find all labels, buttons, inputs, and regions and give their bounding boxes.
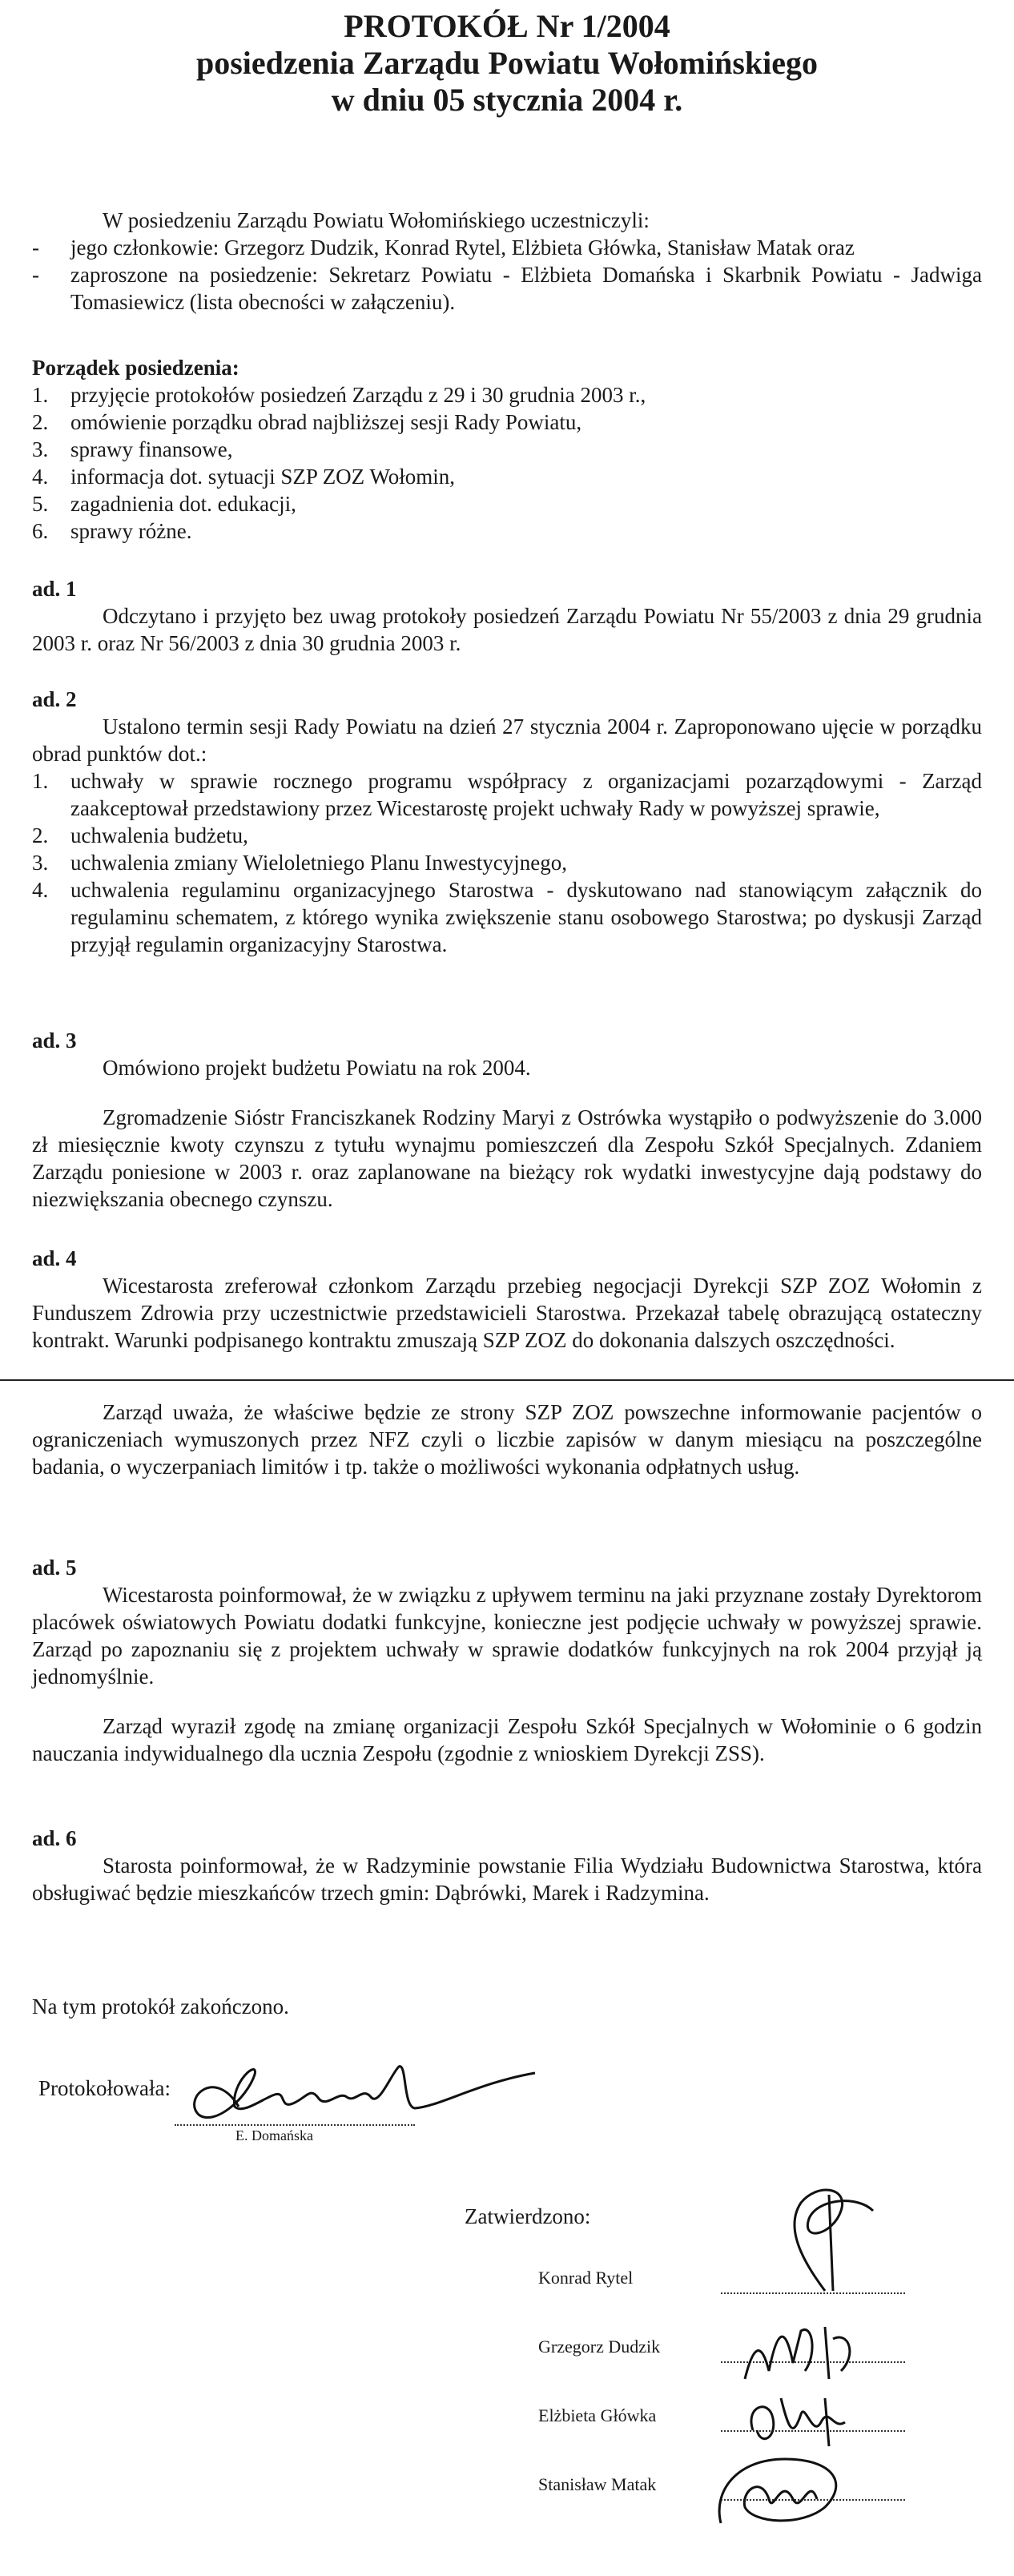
section-heading: ad. 2 (32, 687, 77, 711)
list-item-text: zagadnienia dot. edukacji, (70, 492, 296, 516)
section-heading: ad. 5 (32, 1556, 77, 1580)
recorder-signature-block (38, 2075, 535, 2179)
section-ad-4-continued (32, 1399, 982, 1480)
list-item-text: sprawy różne. (70, 519, 192, 543)
list-item (32, 409, 982, 436)
list-item (32, 517, 982, 545)
signer-name: Konrad Rytel (538, 2268, 634, 2288)
list-item-text: zaproszone na posiedzenie: Sekretarz Powiatu - Elżbieta Domańska i Skarbnik Powiatu - Jadwiga Tomasiewicz (lista obecności w załączeniu). (70, 263, 982, 314)
list-item (32, 876, 982, 958)
intro-section (32, 207, 982, 316)
title-line-2: posiedzenia Zarządu Powiatu Wołomińskiego (195, 45, 818, 81)
section-paragraph: Zarząd uważa, że właściwe będzie ze strony SZP ZOZ powszechne informowanie pacjentów o ograniczeniach wymuszonych przez NFZ czyli o liczbie zapisów w danym miesiącu na poszczególne badania, o wyczerpaniach limitów i tp. także o możliwości wykonania odpłatnych usług. (32, 1400, 982, 1479)
section-heading: ad. 4 (32, 1246, 77, 1270)
list-item-text: przyjęcie protokołów posiedzeń Zarządu z 29 i 30 grudnia 2003 r., (70, 383, 646, 407)
list-item-text: omówienie porządku obrad najbliższej sesji Rady Powiatu, (70, 410, 582, 434)
section-ad-3 (32, 1027, 982, 1213)
section-heading: ad. 3 (32, 1028, 77, 1053)
closing-text: Na tym protokół zakończono. (32, 1994, 289, 2019)
signer-name: Grzegorz Dudzik (538, 2337, 661, 2357)
recorder-label: Protokołowała: (38, 2076, 171, 2100)
section-heading: ad. 6 (32, 1826, 77, 1850)
list-item-text: uchwalenia budżetu, (70, 823, 248, 847)
list-item-text: uchwalenia regulaminu organizacyjnego Starostwa - dyskutowano nad stanowiącym załącznik do regulaminu schematem, z którego wynika zwiększenie stanu osobowego Starostwa; po dyskusji Zarząd przyjął regulamin organizacyjny Starostwa. (70, 878, 982, 956)
list-number: 1. (32, 769, 49, 793)
closing-section (32, 1993, 982, 2020)
approval-label: Zatwierdzono: (465, 2204, 591, 2228)
section-ad-5 (32, 1554, 982, 1767)
list-item: - zaproszone na posiedzenie: Sekretarz Powiatu - Elżbieta Domańska i Skarbnik Powiatu - Jadwiga Tomasiewicz (lista obecności w załączeniu). (32, 263, 982, 314)
signer-name: Elżbieta Główka (538, 2405, 657, 2425)
list-item (32, 490, 982, 517)
list-number: 3. (32, 437, 49, 461)
section-paragraph: Zgromadzenie Sióstr Franciszkanek Rodziny Maryi z Ostrówka wystąpiło o podwyższenie do 3.000 zł miesięcznie kwoty czynszu z tytułu wynajmu pomieszczeń dla Zespołu Szkół Specjalnych. Zdaniem Zarządu poniesione w 2003 r. oraz zaplanowane na bieżący rok wydatki inwestycyjne dają podstawy do niezwiększania obecnego czynszu. (32, 1105, 982, 1211)
signer-name: Stanisław Matak (538, 2474, 657, 2494)
section-ad-6 (32, 1825, 982, 1906)
approval-block (465, 2203, 993, 2555)
list-item: - jego członkowie: Grzegorz Dudzik, Konrad Rytel, Elżbieta Główka, Stanisław Matak oraz (32, 235, 855, 260)
list-item (32, 463, 982, 490)
list-item (32, 822, 982, 849)
page-join-line (0, 1379, 1014, 1381)
list-number: 2. (32, 410, 49, 434)
section-heading: ad. 1 (32, 577, 77, 601)
section-ad-1 (32, 575, 982, 657)
list-number: 4. (32, 465, 49, 489)
section-paragraph: Odczytano i przyjęto bez uwag protokoły posiedzeń Zarządu Powiatu Nr 55/2003 z dnia 29 grudnia 2003 r. oraz Nr 56/2003 z dnia 30 grudnia 2003 r. (32, 604, 982, 655)
intro-lead: W posiedzeniu Zarządu Powiatu Wołomińskiego uczestniczyli: (103, 208, 650, 232)
list-number: 3. (32, 851, 49, 875)
list-item-text: jego członkowie: Grzegorz Dudzik, Konrad Rytel, Elżbieta Główka, Stanisław Matak oraz (70, 235, 855, 260)
title-line-3: w dniu 05 stycznia 2004 r. (331, 82, 683, 118)
signature-dudzik (737, 2315, 865, 2387)
list-number: 5. (32, 492, 49, 516)
section-paragraph: Wicestarosta zreferował członkom Zarządu przebieg negocjacji Dyrekcji SZP ZOZ Wołomin z Funduszem Zdrowia przy uczestnictwie przedstawicieli Starostwa. Przekazał tabelę obrazującą ostateczny kontrakt. Warunki podpisanego kontraktu zmuszają SZP ZOZ do dokonania dalszych oszczędności. (32, 1274, 982, 1352)
list-number: 4. (32, 878, 49, 902)
section-paragraph: Wicestarosta poinformował, że w związku z upływem terminu na jaki przyznane zostały Dyrektorom placówek oświatowych Powiatu dodatki funkcyjne, konieczne jest podjęcie uchwały w powyższej sprawie. Zarząd po zapoznaniu się z projektem uchwały w sprawie dodatków funkcyjnych na rok 2004 przyjął ją jednomyślnie. (32, 1583, 982, 1688)
list-item (32, 381, 982, 409)
list-item (32, 436, 982, 463)
agenda-section (32, 354, 982, 545)
list-item-text: informacja dot. sytuacji SZP ZOZ Wołomin, (70, 465, 456, 489)
section-paragraph: Starosta poinformował, że w Radzyminie powstanie Filia Wydziału Budownictwa Starostwa, która obsługiwać będzie mieszkańców trzech gmin: Dąbrówki, Marek i Radzymina. (32, 1854, 982, 1905)
title-line-1: PROTOKÓŁ Nr 1/2004 (344, 8, 670, 44)
list-item-text: uchwalenia zmiany Wieloletniego Planu Inwestycyjnego, (70, 851, 567, 875)
list-number: 1. (32, 383, 49, 407)
list-item-text: sprawy finansowe, (70, 437, 233, 461)
list-number: 2. (32, 823, 49, 847)
list-number: 6. (32, 519, 49, 543)
document-title (0, 8, 1014, 119)
intro-list (32, 234, 982, 316)
recorder-handwritten-signature (167, 2051, 567, 2139)
agenda-list (32, 381, 982, 545)
section-paragraph: Zarząd wyraził zgodę na zmianę organizacji Zespołu Szkół Specjalnych w Wołominie o 6 godzin nauczania indywidualnego dla ucznia Zespołu (zgodnie z wnioskiem Dyrekcji ZSS). (32, 1714, 982, 1765)
section-paragraph: Omówiono projekt budżetu Powiatu na rok 2004. (103, 1056, 531, 1080)
session-agenda-list (32, 767, 982, 958)
signature-rytel (753, 2171, 897, 2299)
list-item (32, 849, 982, 876)
section-ad-4 (32, 1245, 982, 1354)
signature-matak (705, 2443, 881, 2539)
recorder-name: E. Domańska (235, 2127, 313, 2143)
list-item (32, 767, 982, 822)
agenda-heading: Porządek posiedzenia: (32, 356, 239, 380)
list-item-text: uchwały w sprawie rocznego programu współpracy z organizacjami pozarządowymi - Zarząd zaakceptował przedstawiony przez Wicestarostę projekt uchwały Rady w powyższej sprawie, (70, 769, 982, 820)
section-ad-2 (32, 686, 982, 958)
section-paragraph: Ustalono termin sesji Rady Powiatu na dzień 27 stycznia 2004 r. Zaproponowano ujęcie w porządku obrad punktów dot.: (32, 714, 982, 766)
